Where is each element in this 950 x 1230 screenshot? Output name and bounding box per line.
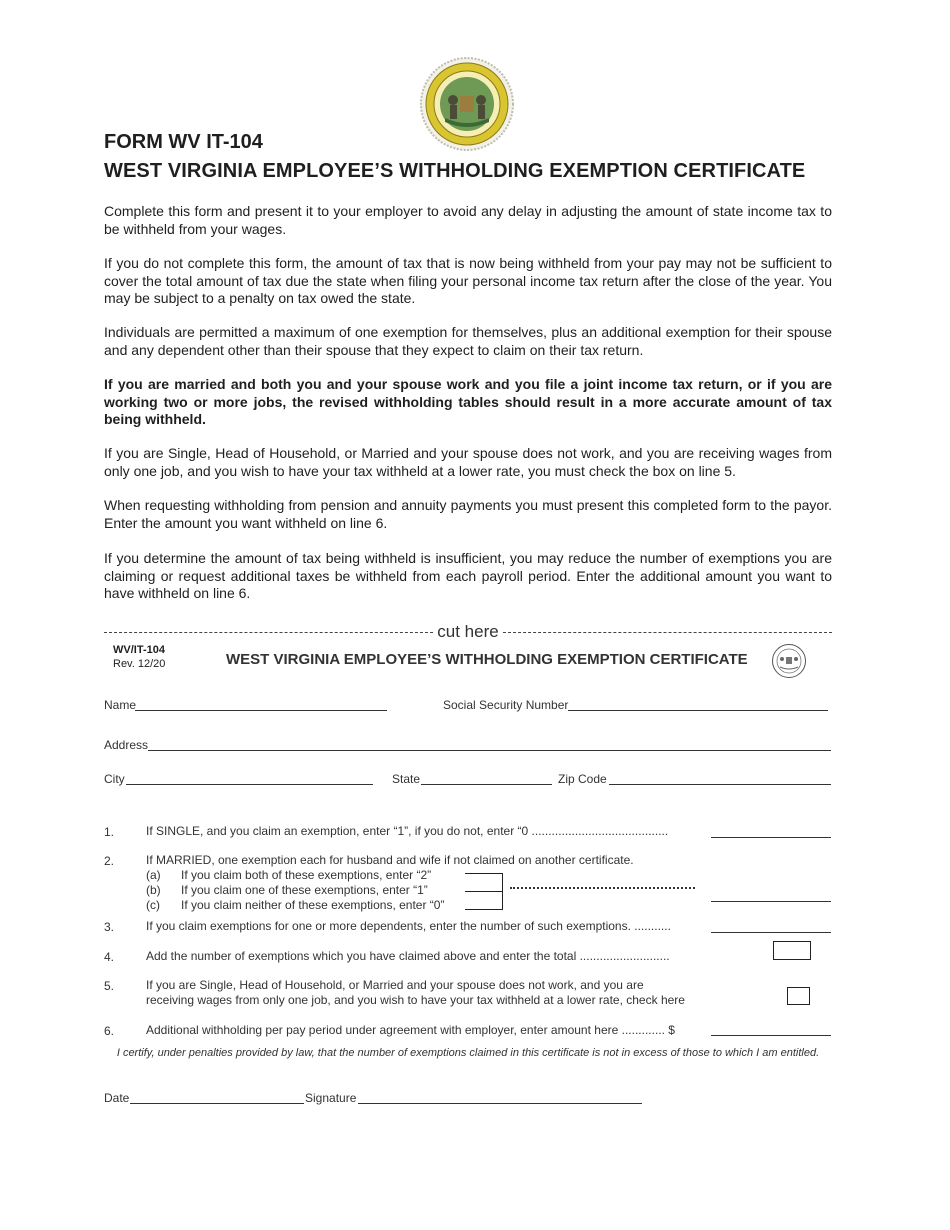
line-2b-key: (b) [146,883,161,897]
state-field[interactable] [421,784,552,785]
line-4-text: Add the number of exemptions which you have claimed above and enter the total ........................... [146,949,670,963]
line-2b-entry[interactable] [465,891,503,892]
line-6-number: 6. [104,1024,115,1038]
line-2c-entry[interactable] [465,909,503,910]
signature-field[interactable] [358,1103,642,1104]
instruction-paragraph: If you are Single, Head of Household, or Married and your spouse does not work, and you are receiving wages from only one job, and you wish to have your tax withheld at a lower rate, you must check the box on line 5. [104,445,832,479]
address-label: Address [104,738,149,752]
instruction-paragraph: If you do not complete this form, the amount of tax that is now being withheld from your pay may not be sufficient to cover the total amount of tax due the state when filing your personal income tax return after the close of the year. You may be subject to a penalty on tax owed the state. [104,255,832,306]
line-2-answer-field[interactable] [711,901,831,902]
line-2-bracket [502,873,503,909]
line-1-number: 1. [104,825,115,839]
line-2-leader-dots [510,887,695,889]
city-field[interactable] [126,784,373,785]
line-5-text: If you are Single, Head of Household, or Married and your spouse does not work, and you are [146,978,644,992]
instruction-paragraph: Complete this form and present it to your employer to avoid any delay in adjusting the amount of state income tax to be withheld from your wages. [104,203,832,237]
line-3-number: 3. [104,920,115,934]
line-2a-key: (a) [146,868,161,882]
line-5-text-continued: receiving wages from only one job, and you wish to have your tax withheld at a lower rate, check here [146,993,685,1007]
certificate-revision: Rev. 12/20 [113,658,166,670]
line-2a-entry[interactable] [465,873,503,874]
state-label: State [392,772,421,786]
zip-field[interactable] [609,784,831,785]
certificate-title: WEST VIRGINIA EMPLOYEE’S WITHHOLDING EXEMPTION CERTIFICATE [226,651,748,668]
cut-dashes-right [503,632,832,633]
line-2a [146,868,431,882]
cut-dashes-left [104,632,433,633]
line-5-checkbox[interactable] [787,987,810,1005]
line-2a-text: If you claim both of these exemptions, enter “2” [181,868,432,882]
city-label: City [104,772,125,786]
cut-line [104,620,832,644]
state-seal [419,56,515,152]
cut-label: cut here [437,622,499,641]
instruction-paragraph: If you determine the amount of tax being withheld is insufficient, you may reduce the number of exemptions you are claiming or request additional taxes be withheld from each payroll period. Enter the additional amount you want to have withheld on line 6. [104,550,832,601]
certificate-code: WV/IT-104 [113,644,165,656]
line-5-number: 5. [104,979,115,993]
line-2b-text: If you claim one of these exemptions, enter “1” [181,883,428,897]
instruction-paragraph: When requesting withholding from pension and annuity payments you must present this completed form to the payor. Enter the amount you want withheld on line 6. [104,497,832,531]
signature-label: Signature [305,1091,357,1105]
name-label: Name [104,698,137,712]
line-1-answer-field[interactable] [711,837,831,838]
instruction-paragraph-bold: If you are married and both you and your spouse work and you file a joint income tax return, or if you are working two or more jobs, the revised withholding tables should result in a more accurate amount of tax being withheld. [104,376,832,427]
line-2b [146,883,428,897]
ssn-label: Social Security Number [443,698,569,712]
form-number: FORM WV IT-104 [104,131,263,153]
instruction-paragraph: Individuals are permitted a maximum of one exemption for themselves, plus an additional exemption for their spouse and any dependent other than their spouse that they expect to claim on their tax return. [104,324,832,358]
line-6-amount-field[interactable] [711,1035,831,1036]
line-4-total-box[interactable] [773,941,811,960]
line-4-number: 4. [104,950,115,964]
line-2c-text: If you claim neither of these exemptions, enter “0” [181,898,445,912]
line-2-number: 2. [104,854,115,868]
name-field[interactable] [135,710,387,711]
ssn-field[interactable] [568,710,828,711]
line-1-text: If SINGLE, and you claim an exemption, enter “1”, if you do not, enter “0 ......................................... [146,824,669,838]
date-field[interactable] [130,1103,304,1104]
form-title: WEST VIRGINIA EMPLOYEE’S WITHHOLDING EXEMPTION CERTIFICATE [104,160,806,182]
certificate-seal [771,643,807,679]
line-2-text: If MARRIED, one exemption each for husband and wife if not claimed on another certificate. [146,853,634,867]
line-2c-key: (c) [146,898,160,912]
certification-statement: I certify, under penalties provided by law, that the number of exemptions claimed in this certificate is not in excess of those to which I am entitled. [116,1047,820,1059]
zip-label: Zip Code [558,772,607,786]
date-label: Date [104,1091,130,1105]
line-3-text: If you claim exemptions for one or more dependents, enter the number of such exemptions. ........... [146,919,671,933]
line-3-answer-field[interactable] [711,932,831,933]
address-field[interactable] [148,750,831,751]
line-6-text: Additional withholding per pay period under agreement with employer, enter amount here ............. $ [146,1023,675,1037]
line-2c [146,898,444,912]
